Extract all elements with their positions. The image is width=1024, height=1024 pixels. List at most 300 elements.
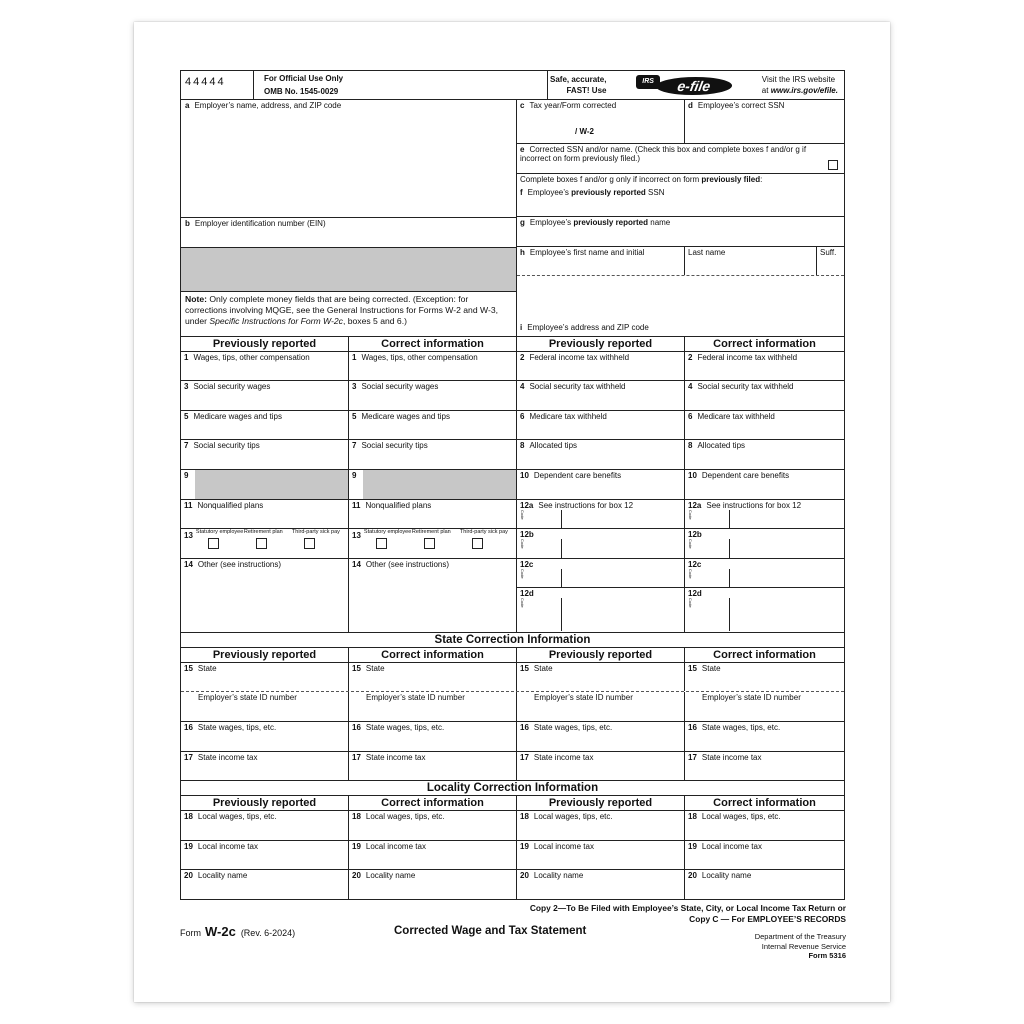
header-previously-reported: Previously reported — [517, 337, 685, 351]
form-control-number: 44444 — [181, 71, 254, 99]
box-number: 10 — [520, 470, 529, 480]
box-number: 17 — [520, 752, 529, 762]
header-correct-information: Correct information — [713, 648, 816, 661]
statutory-employee-checkbox[interactable] — [364, 530, 412, 549]
field-label — [184, 842, 258, 851]
box-label: Wages, tips, other compensation — [193, 352, 310, 362]
box-f-pre: Employee’s — [527, 188, 572, 197]
code-label: Code — [688, 539, 693, 549]
box-number: 18 — [352, 812, 361, 822]
field-label — [520, 871, 583, 880]
box-number: 11 — [352, 500, 361, 510]
field-label — [520, 441, 577, 450]
code-divider — [561, 598, 562, 631]
state-16-previous[interactable] — [181, 722, 349, 751]
box12c-label: 12c — [688, 559, 702, 569]
locality-19-previous[interactable] — [181, 841, 349, 870]
field-label — [520, 412, 607, 421]
field-label — [184, 753, 258, 762]
field-label — [520, 382, 626, 391]
field-label — [688, 664, 721, 673]
box-number: 19 — [352, 841, 361, 851]
box-label: Social security tax withheld — [529, 382, 626, 392]
state-15-correct[interactable] — [349, 663, 517, 692]
box-label: Employer’s state ID number — [534, 693, 633, 703]
box13-correct — [349, 529, 517, 558]
box-number: 19 — [688, 841, 697, 851]
box-number: 2 — [688, 352, 693, 362]
money-row — [181, 500, 844, 530]
locality-section-title: Locality Correction Information — [181, 781, 844, 796]
box-12a-previous[interactable] — [517, 500, 685, 529]
money-fields-note — [181, 292, 516, 336]
box-label: Local wages, tips, etc. — [533, 812, 613, 822]
state-17-correct[interactable] — [685, 752, 844, 781]
box-h-employee-name — [517, 247, 844, 276]
header-previously-reported: Previously reported — [181, 796, 349, 810]
first-name-field[interactable]: h Employee’s first name and initial — [517, 247, 685, 275]
state-id-previous[interactable] — [517, 692, 685, 721]
box-label: State — [533, 663, 553, 673]
box13-number: 13 — [184, 531, 193, 541]
code-label: Code — [520, 509, 525, 520]
box-number: 15 — [352, 663, 361, 673]
locality-row — [181, 811, 844, 841]
box-i-employee-address[interactable]: i Employee’s address and ZIP code — [520, 323, 649, 332]
state-id-previous[interactable] — [181, 692, 349, 721]
code-divider — [729, 510, 730, 529]
locality-18-previous[interactable] — [181, 811, 349, 840]
field-label — [520, 664, 553, 673]
box-d-correct-ssn[interactable]: d Employee’s correct SSN — [688, 101, 785, 110]
locality-20-previous[interactable] — [517, 870, 685, 899]
field-label — [688, 382, 794, 391]
box-f-post: SSN — [645, 188, 665, 197]
state-16-previous[interactable] — [517, 722, 685, 751]
box-number: 12a — [688, 500, 702, 510]
shaded-box — [363, 470, 516, 499]
field-label — [352, 412, 450, 421]
shaded-box — [195, 470, 348, 499]
locality-19-correct[interactable] — [349, 841, 517, 870]
retirement-label: Retirement plan — [243, 529, 283, 536]
money-row — [181, 470, 844, 500]
field-label — [520, 501, 633, 510]
box-number: 18 — [184, 812, 193, 822]
box-number: 16 — [352, 722, 361, 732]
field-label — [352, 753, 426, 762]
header-previously-reported: Previously reported — [181, 337, 349, 351]
complete-pre: Complete boxes f and/or g only if incorrect on form — [520, 175, 702, 184]
locality-20-correct[interactable] — [685, 870, 844, 899]
note-bold: Note: — [185, 293, 207, 304]
box-label: Allocated tips — [529, 441, 578, 451]
third-party-sick-pay-checkbox[interactable] — [460, 530, 508, 549]
box-d-label: Employee’s correct SSN — [697, 101, 785, 110]
official-use-label: For Official Use Only — [264, 74, 344, 83]
form-title — [180, 924, 295, 939]
box14-previous[interactable] — [181, 559, 349, 632]
box-number: 17 — [352, 752, 361, 762]
checkbox[interactable] — [304, 538, 315, 549]
field-label — [688, 501, 801, 510]
field-label — [352, 501, 431, 510]
field-label — [352, 664, 385, 673]
box-label: Local income tax — [365, 841, 426, 851]
field-label — [352, 382, 438, 391]
money-row — [181, 381, 844, 411]
box-1-previous[interactable] — [181, 352, 349, 381]
omb-number: OMB No. 1545-0029 — [264, 87, 339, 97]
box-5-previous[interactable] — [181, 411, 349, 440]
box-g-pre: Employee’s — [529, 218, 574, 227]
box12b-correct[interactable] — [685, 529, 844, 558]
box-label: Dependent care benefits — [533, 470, 622, 480]
retirement-plan-checkbox[interactable] — [412, 530, 460, 549]
box-label: Federal income tax withheld — [697, 352, 798, 362]
note-italic: Specific Instructions for Form W-2c — [209, 315, 343, 326]
box-number: 17 — [688, 752, 697, 762]
box-number: 16 — [520, 722, 529, 732]
box-number: 3 — [184, 382, 189, 392]
irs-efile-logo — [636, 75, 732, 95]
box-11-correct[interactable] — [349, 500, 517, 529]
box12d-label: 12d — [520, 589, 534, 599]
field-label — [688, 693, 801, 702]
safe-accurate-text — [550, 74, 606, 96]
money-row — [181, 352, 844, 382]
box-label: State income tax — [701, 752, 762, 762]
field-label — [352, 441, 428, 450]
suffix-field[interactable] — [817, 247, 844, 275]
field-label — [352, 723, 444, 732]
field-label — [688, 842, 762, 851]
box-label: Locality name — [365, 871, 416, 881]
state-id-correct[interactable] — [685, 692, 844, 721]
box-label: Dependent care benefits — [701, 470, 790, 480]
checkbox[interactable] — [424, 538, 435, 549]
locality-18-previous[interactable] — [517, 811, 685, 840]
header-correct-information: Correct information — [713, 797, 816, 810]
box-number: 6 — [520, 411, 525, 421]
box-3-previous[interactable] — [181, 381, 349, 410]
box14-correct[interactable] — [349, 559, 517, 632]
box-9-previous[interactable] — [181, 470, 349, 499]
retirement-plan-checkbox[interactable] — [244, 530, 292, 549]
header-previously-reported: Previously reported — [517, 648, 685, 662]
state-row — [181, 752, 844, 782]
field-label — [352, 871, 415, 880]
w2c-form — [180, 70, 845, 900]
locality-fields — [181, 811, 844, 900]
field-label — [688, 441, 745, 450]
box12c-label: 12c — [520, 559, 534, 569]
box-number: 5 — [352, 411, 357, 421]
field-label — [184, 441, 260, 450]
complete-fg-instruction — [517, 174, 844, 188]
locality-20-correct[interactable] — [349, 870, 517, 899]
state-headers-row — [181, 648, 844, 663]
box-number: 20 — [520, 871, 529, 881]
box-label: Local income tax — [701, 841, 762, 851]
box-label: Local wages, tips, etc. — [701, 812, 781, 822]
locality-18-correct[interactable] — [685, 811, 844, 840]
department-info — [755, 922, 846, 961]
box-4-previous[interactable] — [517, 381, 685, 410]
box-10-correct[interactable] — [685, 470, 844, 499]
box-1-correct[interactable] — [349, 352, 517, 381]
field-label — [184, 501, 263, 510]
box-label: State wages, tips, etc. — [701, 722, 781, 732]
box-number: 2 — [520, 352, 525, 362]
state-15-previous[interactable] — [181, 663, 349, 692]
box-label: See instructions for box 12 — [538, 500, 634, 510]
box-e-corrected-ssn: e Corrected SSN and/or name. (Check this box and complete boxes f and/or g if incorrect on form previously filed.) — [517, 144, 844, 174]
field-label — [184, 871, 247, 880]
box-8-previous[interactable] — [517, 440, 685, 469]
locality-20-previous[interactable] — [181, 870, 349, 899]
field-label — [688, 412, 775, 421]
field-label — [688, 812, 781, 821]
header-correct-information: Correct information — [713, 337, 816, 350]
safe-line: Safe, accurate, — [550, 74, 607, 84]
statutory-employee-checkbox[interactable] — [196, 530, 244, 549]
code-divider — [561, 569, 562, 588]
locality-headers-row — [181, 796, 844, 811]
field-label — [184, 693, 297, 702]
box-4-correct[interactable] — [685, 381, 844, 410]
field-label — [352, 842, 426, 851]
department-line: Department of the Treasury — [754, 931, 846, 941]
box-10-previous[interactable] — [517, 470, 685, 499]
state-id-correct[interactable] — [349, 692, 517, 721]
box-number: 3 — [352, 382, 357, 392]
box-label: State income tax — [197, 752, 258, 762]
box12cd-previous — [517, 559, 685, 632]
header-previously-reported: Previously reported — [517, 796, 685, 810]
code-divider — [561, 510, 562, 529]
box-number: 16 — [184, 722, 193, 732]
box-7-correct[interactable] — [349, 440, 517, 469]
box-label: State — [701, 663, 721, 673]
box-label: Medicare tax withheld — [697, 411, 775, 421]
box-number: 19 — [184, 841, 193, 851]
box-label: Social security tips — [193, 441, 260, 451]
box-number: 7 — [184, 441, 189, 451]
field-label — [520, 353, 629, 362]
efile-banner — [548, 71, 844, 99]
checkbox[interactable] — [208, 538, 219, 549]
box-a-employer-name[interactable]: a Employer’s name, address, and ZIP code — [181, 100, 516, 218]
box12b-label: 12b — [688, 530, 702, 540]
field-label — [520, 812, 613, 821]
box-label: State — [365, 663, 385, 673]
box14-number: 14 — [352, 559, 361, 569]
box-label: Local wages, tips, etc. — [197, 812, 277, 822]
box-number: 12a — [520, 500, 534, 510]
visit-line: Visit the IRS website — [761, 74, 836, 84]
box-e-label: Corrected SSN and/or name. (Check this box and complete boxes f and/or g if incorrect on form previously filed.) — [520, 145, 807, 164]
field-label — [352, 353, 478, 362]
box-label: Social security tax withheld — [697, 382, 794, 392]
code-label: Code — [520, 568, 525, 579]
box-label: Wages, tips, other compensation — [361, 352, 478, 362]
visit-prefix: at — [761, 86, 771, 95]
state-15-correct[interactable] — [685, 663, 844, 692]
retirement-label: Retirement plan — [411, 529, 451, 536]
money-row — [181, 411, 844, 441]
locality-row — [181, 870, 844, 900]
box-number: 15 — [184, 663, 193, 673]
field-label — [688, 471, 789, 480]
note-text-2: , boxes 5 and 6.) — [342, 315, 407, 326]
box-c-tax-year[interactable]: c Tax year/Form corrected / W-2 — [517, 100, 685, 143]
third-party-sick-pay-checkbox[interactable] — [292, 530, 340, 549]
box13-previous — [181, 529, 349, 558]
locality-19-previous[interactable] — [517, 841, 685, 870]
box-label: State income tax — [365, 752, 426, 762]
box12b-previous[interactable] — [517, 529, 685, 558]
box13-row — [181, 529, 844, 559]
box-8-correct[interactable] — [685, 440, 844, 469]
box-label: State wages, tips, etc. — [365, 722, 445, 732]
box-b-ein[interactable]: b Employer identification number (EIN) — [181, 218, 516, 248]
state-15-previous[interactable] — [517, 663, 685, 692]
state-17-correct[interactable] — [349, 752, 517, 781]
box-label: Local wages, tips, etc. — [365, 812, 445, 822]
form-footer — [180, 898, 846, 988]
fast-line: FAST! Use — [566, 86, 607, 95]
state-row — [181, 692, 844, 722]
box12c-correct[interactable] — [685, 559, 844, 589]
code-label: Code — [688, 509, 693, 520]
box-number: 20 — [184, 871, 193, 881]
code-divider — [561, 539, 562, 558]
last-name-field[interactable] — [685, 247, 817, 275]
box-12a-correct[interactable] — [685, 500, 844, 529]
code-label: Code — [520, 539, 525, 549]
box-label: Locality name — [197, 871, 248, 881]
copy-2-line: Copy 2—To Be Filed with Employee’s State, City, or Local Income Tax Return or — [529, 903, 846, 913]
box-number: 18 — [520, 812, 529, 822]
box-g-post: name — [648, 218, 671, 227]
box-label: Local income tax — [533, 841, 594, 851]
box-2-previous[interactable] — [517, 352, 685, 381]
box-7-previous[interactable] — [181, 440, 349, 469]
form-word: Form — [180, 928, 201, 938]
box-label: Local income tax — [197, 841, 258, 851]
form-name: W-2c — [205, 924, 236, 939]
box-number: 4 — [688, 382, 693, 392]
box12d-correct[interactable] — [685, 588, 844, 631]
box-label: Employer’s state ID number — [702, 693, 801, 703]
box-label: Employer’s state ID number — [366, 693, 465, 703]
box-label: Locality name — [701, 871, 752, 881]
employer-employee-block — [181, 100, 844, 337]
field-label — [688, 871, 751, 880]
state-row — [181, 722, 844, 752]
box-e-checkbox[interactable] — [828, 160, 838, 170]
field-label — [520, 753, 594, 762]
money-fields — [181, 352, 844, 530]
checkbox[interactable] — [376, 538, 387, 549]
header-correct-information: Correct information — [349, 337, 517, 351]
box-number: 20 — [352, 871, 361, 881]
state-section-title: State Correction Information — [181, 633, 844, 648]
box-label: See instructions for box 12 — [706, 500, 802, 510]
suffix-label: Suff. — [820, 247, 837, 257]
state-16-correct[interactable] — [349, 722, 517, 751]
code-divider — [729, 539, 730, 558]
state-17-previous[interactable] — [517, 752, 685, 781]
box-label: State income tax — [533, 752, 594, 762]
locality-row — [181, 841, 844, 871]
efile-logo-oval: e-file — [655, 77, 734, 95]
box-6-previous[interactable] — [517, 411, 685, 440]
box-number: 1 — [352, 352, 357, 362]
field-label — [520, 471, 621, 480]
field-label — [184, 723, 276, 732]
code-label: Code — [520, 598, 525, 608]
irs-website-note — [762, 74, 842, 96]
box-label: Medicare wages and tips — [361, 411, 450, 421]
box-f-previous-ssn[interactable]: f Employee’s previously reported SSN — [517, 188, 844, 217]
complete-post: : — [760, 175, 763, 184]
complete-bold: previously filed — [701, 175, 761, 184]
field-label — [520, 693, 633, 702]
box-number: 19 — [520, 841, 529, 851]
state-16-correct[interactable] — [685, 722, 844, 751]
header-correct-information: Correct information — [349, 648, 517, 662]
box-11-previous[interactable] — [181, 500, 349, 529]
box-9-correct[interactable] — [349, 470, 517, 499]
box-number: 20 — [688, 871, 697, 881]
code-divider — [729, 598, 730, 631]
statement-title: Corrected Wage and Tax Statement — [394, 925, 587, 937]
box-label: Allocated tips — [697, 441, 746, 451]
irs-efile-url: www.irs.gov/efile. — [770, 86, 838, 95]
box-5-correct[interactable] — [349, 411, 517, 440]
box-number: 1 — [184, 352, 189, 362]
box-label: Medicare tax withheld — [529, 411, 607, 421]
locality-19-correct[interactable] — [685, 841, 844, 870]
box12c-previous[interactable] — [517, 559, 684, 589]
code-label: Code — [688, 598, 693, 608]
box-label: Federal income tax withheld — [529, 352, 630, 362]
box12d-previous[interactable] — [517, 588, 684, 631]
checkbox[interactable] — [256, 538, 267, 549]
box14-label: Other (see instructions) — [365, 559, 450, 569]
box-f-bold: previously reported — [571, 188, 646, 197]
box-g-previous-name[interactable]: g Employee’s previously reported name — [517, 217, 844, 247]
irs-line: Internal Revenue Service — [761, 941, 846, 951]
statutory-label: Statutory employee — [363, 529, 412, 536]
box-number: 18 — [688, 812, 697, 822]
official-use-box — [254, 71, 548, 99]
state-row — [181, 663, 844, 693]
checkbox[interactable] — [472, 538, 483, 549]
box-2-correct[interactable] — [685, 352, 844, 381]
box-number: 17 — [184, 752, 193, 762]
box-number: 9 — [352, 470, 357, 480]
field-label — [184, 353, 310, 362]
box-3-correct[interactable] — [349, 381, 517, 410]
header-correct-information: Correct information — [349, 796, 517, 810]
box-label: Medicare wages and tips — [193, 411, 282, 421]
state-17-previous[interactable] — [181, 752, 349, 781]
locality-18-correct[interactable] — [349, 811, 517, 840]
box-6-correct[interactable] — [685, 411, 844, 440]
